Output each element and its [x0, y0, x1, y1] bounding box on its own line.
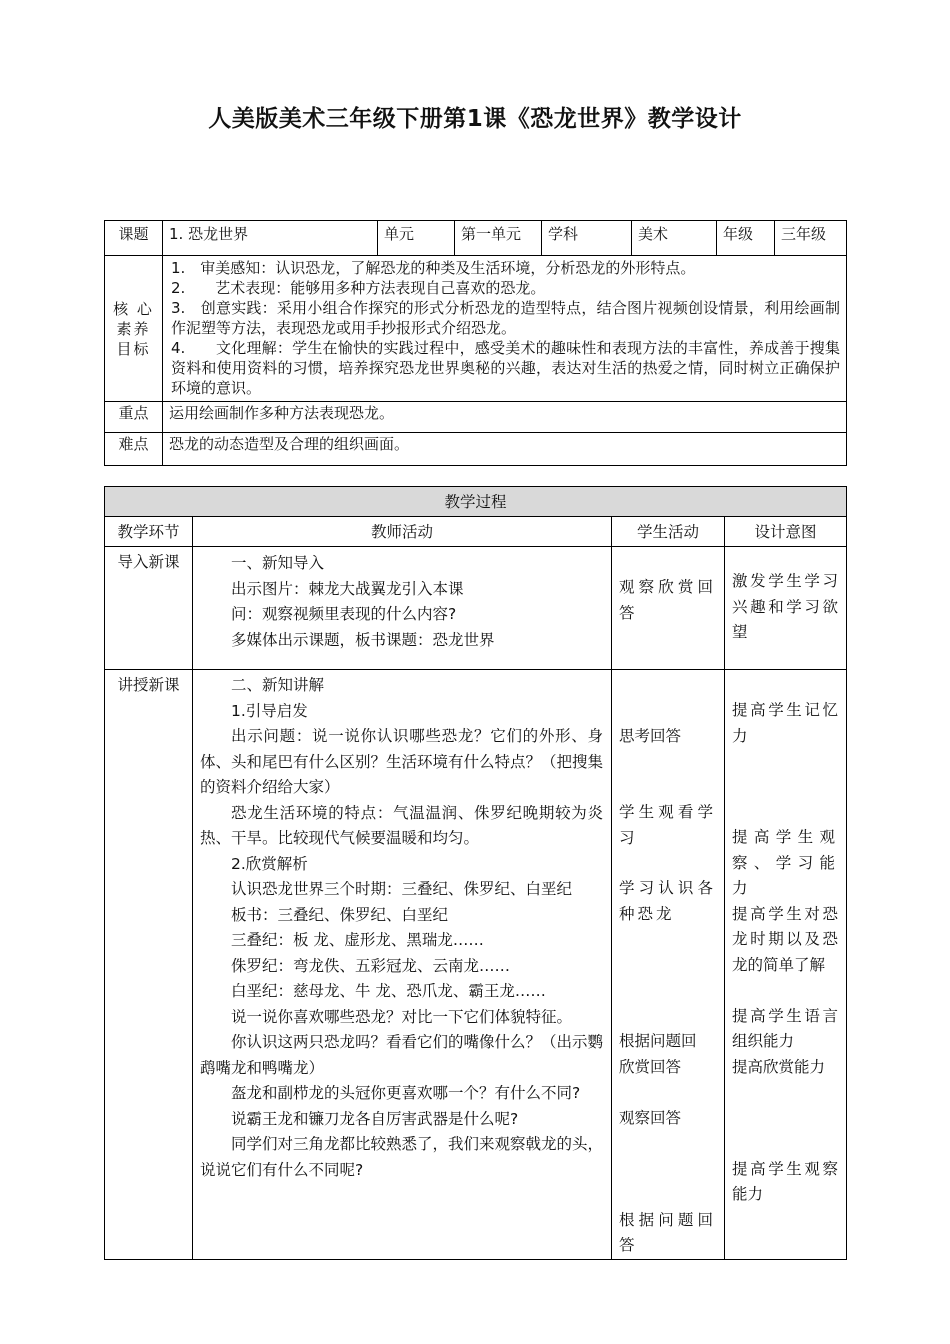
student-line: 学习认识各种恐龙 — [619, 879, 716, 923]
difficulty-label: 难点 — [105, 433, 163, 466]
goals-label — [105, 256, 163, 402]
student-line: 根据问题回答 — [619, 1210, 716, 1254]
col-intent: 设计意图 — [725, 517, 847, 547]
student-line: 观察欣赏回答 — [619, 578, 716, 622]
stage-intro: 导入新课 — [105, 547, 193, 670]
key-value: 运用绘画制作多种方法表现恐龙。 — [163, 402, 847, 433]
goals-label-line: 目标 — [116, 339, 151, 358]
unit-value: 第一单元 — [455, 221, 542, 256]
intent-intro — [725, 547, 847, 670]
subject-value: 美术 — [632, 221, 717, 256]
topic-label: 课题 — [105, 221, 163, 256]
unit-label: 单元 — [378, 221, 455, 256]
row-intro — [105, 547, 847, 670]
teacher-line: 一、新知导入 — [231, 554, 325, 572]
goals-label-line: 素养 — [116, 319, 151, 338]
goals-label-line: 核 心 — [113, 299, 154, 318]
goal-item: 1. 审美感知：认识恐龙，了解恐龙的种类及生活环境，分析恐龙的外形特点。 — [171, 259, 696, 277]
info-row-difficulty — [105, 433, 847, 466]
info-row-topic — [105, 221, 847, 256]
col-student: 学生活动 — [612, 517, 725, 547]
student-line: 观察回答 — [619, 1108, 682, 1127]
teacher-line: 说一说你喜欢哪些恐龙？对比一下它们体貌特征。 — [231, 1007, 573, 1026]
intent-line: 提高学生语言组织能力 — [732, 1006, 839, 1050]
topic-value: 1. 恐龙世界 — [163, 221, 378, 256]
teacher-line: 三叠纪：板 龙、虚形龙、黑瑞龙…… — [231, 931, 484, 949]
teacher-line: 出示图片：棘龙大战翼龙引入本课 — [231, 579, 464, 598]
teacher-line: 盔龙和副栉龙的头冠你更喜欢哪一个？有什么不同? — [231, 1084, 581, 1102]
teacher-intro — [193, 547, 612, 670]
teacher-line: 问：观察视频里表现的什么内容? — [231, 605, 457, 623]
difficulty-value: 恐龙的动态造型及合理的组织画面。 — [163, 433, 847, 466]
teacher-line: 板书：三叠纪、侏罗纪、白垩纪 — [231, 905, 449, 924]
key-label: 重点 — [105, 402, 163, 433]
teacher-line: 多媒体出示课题，板书课题：恐龙世界 — [231, 630, 495, 649]
intent-line: 提高学生观察能力 — [732, 1159, 839, 1203]
goals-list — [163, 256, 847, 402]
goal-item: 3. 创意实践：采用小组合作探究的形式分析恐龙的造型特点，结合图片视频创设情景，利用绘画制作泥塑等方法，表现恐龙或用手抄报形式介绍恐龙。 — [171, 299, 840, 337]
student-line: 思考回答 — [619, 727, 682, 745]
process-header: 教学过程 — [105, 487, 847, 517]
subject-label: 学科 — [542, 221, 632, 256]
teacher-line: 2.欣赏解析 — [231, 854, 308, 873]
intent-teach — [725, 670, 847, 1260]
info-row-key — [105, 402, 847, 433]
page-title: 人美版美术三年级下册第1课《恐龙世界》教学设计 — [208, 106, 742, 132]
student-line: 欣赏回答 — [619, 1057, 682, 1076]
goal-item: 4. 文化理解：学生在愉快的实践过程中，感受美术的趣味性和表现方法的丰富性，养成善于搜集资料和使用资料的习惯，培养探究恐龙世界奥秘的兴趣，表达对生活的热爱之情，同时树立正确保护环境的意识。 — [171, 339, 840, 397]
grade-value: 三年级 — [775, 221, 847, 256]
intent-line: 激发学生学习兴趣和学习欲望 — [732, 572, 839, 641]
teacher-line: 认识恐龙世界三个时期：三叠纪、侏罗纪、白垩纪 — [231, 880, 573, 898]
teacher-teach — [193, 670, 612, 1260]
stage-teach: 讲授新课 — [105, 670, 193, 1260]
student-teach — [612, 670, 725, 1260]
col-teacher: 教师活动 — [193, 517, 612, 547]
col-stage: 教学环节 — [105, 517, 193, 547]
process-column-headers — [105, 517, 847, 547]
teacher-line: 你认识这两只恐龙吗？看看它们的嘴像什么？（出示鹦鹉嘴龙和鸭嘴龙） — [200, 1033, 604, 1077]
intent-line: 提高学生观察、学习能力 — [732, 828, 839, 897]
teacher-line: 恐龙生活环境的特点：气温温润、侏罗纪晚期较为炎热、干旱。比较现代气候要温暖和均匀。 — [200, 803, 603, 847]
grade-label: 年级 — [717, 221, 775, 256]
student-intro — [612, 547, 725, 670]
intent-line: 提高学生记忆力 — [732, 701, 839, 745]
student-line: 学生观看学习 — [619, 803, 716, 847]
lesson-info-table — [104, 220, 847, 466]
teacher-line: 二、新知讲解 — [231, 676, 325, 694]
teacher-line: 说霸王龙和镰刀龙各自厉害武器是什么呢? — [231, 1109, 519, 1128]
goal-item: 2. 艺术表现：能够用多种方法表现自己喜欢的恐龙。 — [171, 279, 546, 297]
teacher-line: 白垩纪：慈母龙、牛 龙、恐爪龙、霸王龙…… — [231, 982, 546, 1000]
info-row-goals — [105, 256, 847, 402]
teacher-line: 侏罗纪：弯龙佚、五彩冠龙、云南龙…… — [231, 956, 511, 975]
teacher-line: 出示问题：说一说你认识哪些恐龙？它们的外形、身体、头和尾巴有什么区别？生活环境有什么特点？（把搜集的资料介绍给大家） — [200, 727, 604, 796]
student-line: 根据问题回 — [619, 1032, 697, 1050]
intent-line: 提高欣赏能力 — [732, 1057, 826, 1076]
teaching-process-table — [104, 486, 847, 1260]
row-teach — [105, 670, 847, 1260]
teacher-line: 同学们对三角龙都比较熟悉了，我们来观察戟龙的头，说说它们有什么不同呢? — [200, 1135, 604, 1179]
teacher-line: 1.引导启发 — [231, 701, 308, 720]
intent-line: 提高学生对恐龙时期以及恐龙的简单了解 — [732, 904, 839, 974]
